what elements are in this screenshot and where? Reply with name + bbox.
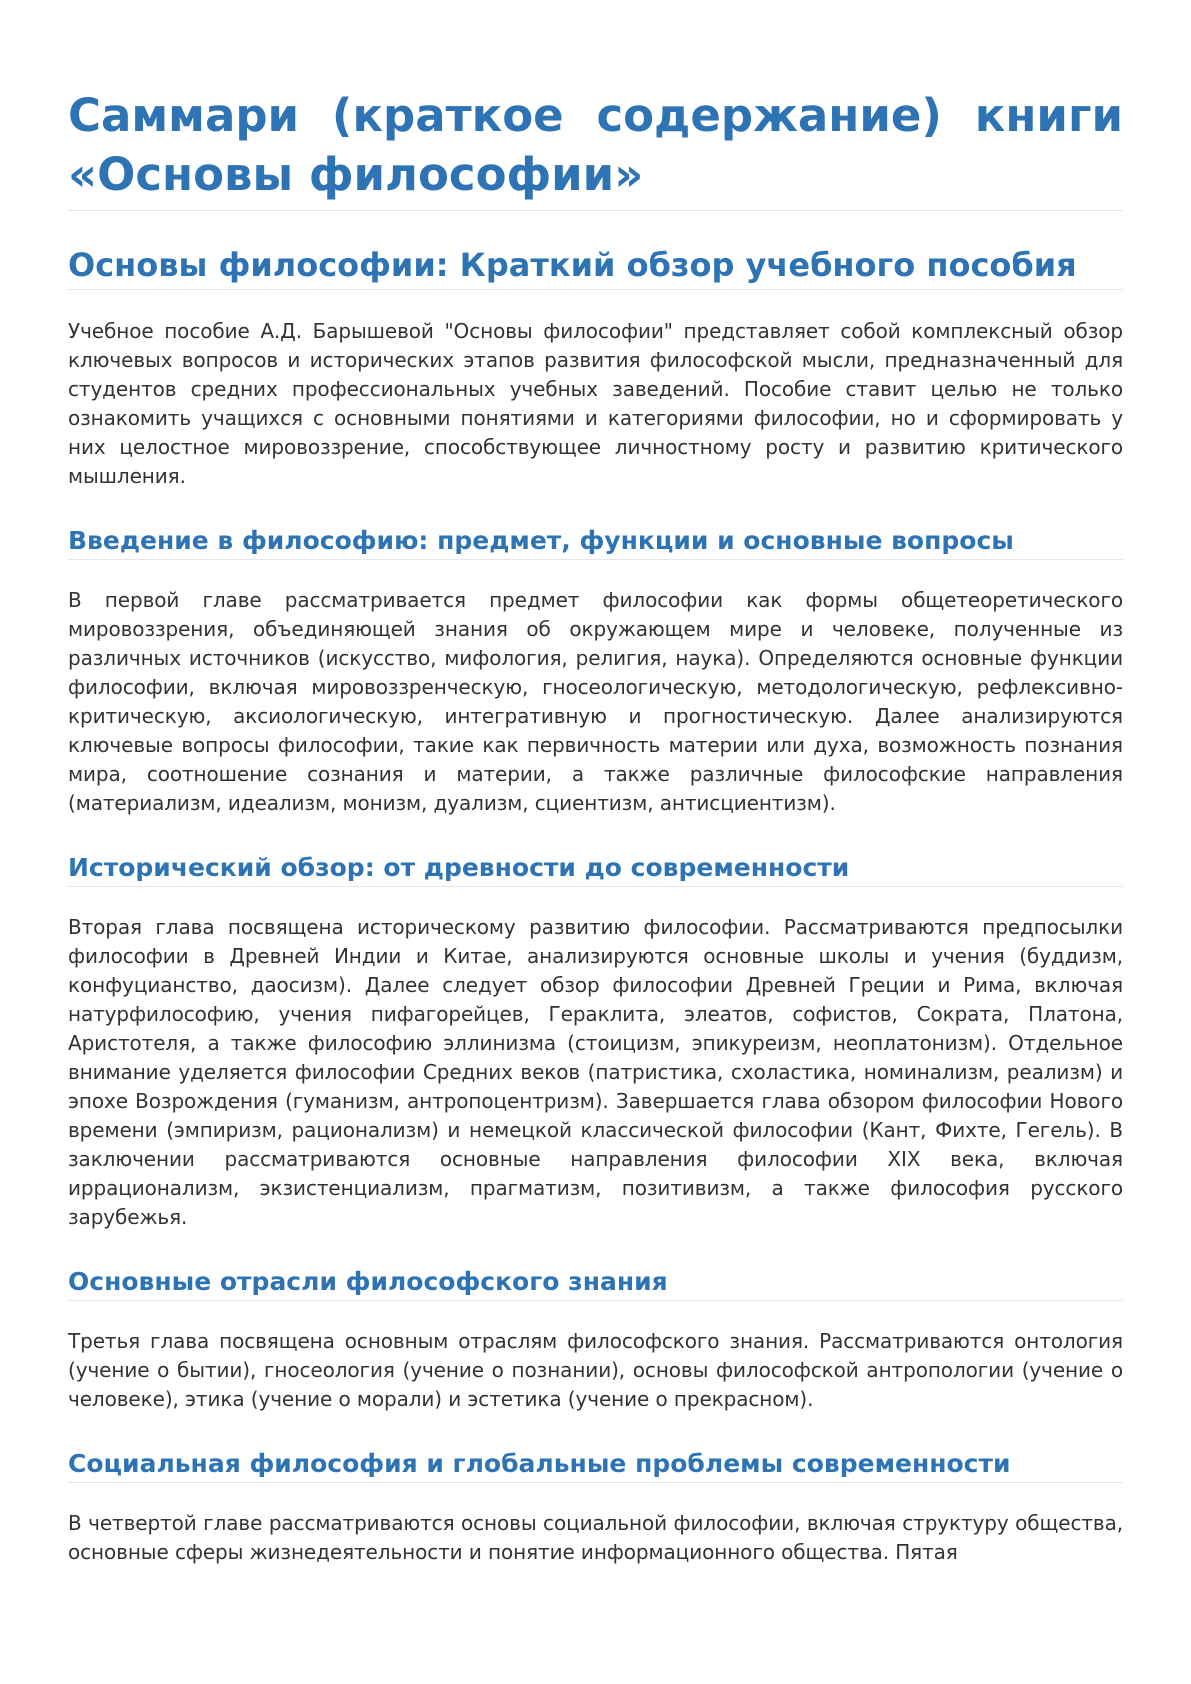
section-text-social: В четвертой главе рассматриваются основы социальной философии, включая структуру общества, основные сферы жизнедеятельности и понятие информационного общества. Пятая [68, 1511, 1123, 1564]
intro-paragraph: Учебное пособие А.Д. Барышевой "Основы философии" представляет собой комплексный обзор ключевых вопросов и исторических этапов развития философской мысли, предназначенный для студентов средних профессиональных учебных заведений. Пособие ставит целью не только ознакомить учащихся с основными понятиями и категориями философии, но и сформировать у них целостное мировоззрение, способствующее личностному росту и развитию критического мышления. [68, 319, 1123, 488]
section-text-history: Вторая глава посвящена историческому развитию философии. Рассматриваются предпосылки философии в Древней Индии и Китае, анализируются основные школы и учения (буддизм, конфуцианство, даосизм). Далее следует обзор философии Древней Греции и Рима, включая натурфилософию, учения пифагорейцев, Гераклита, элеатов, софистов, Сократа, Платона, Аристотеля, а также философию эллинизма (стоицизм, эпикуреизм, неоплатонизм). Отдельное внимание уделяется философии Средних веков (патристика, схоластика, номинализм, реализм) и эпохе Возрождения (гуманизм, антропоцентризм). Завершается глава обзором философии Нового времени (эмпиризм, рационализм) и немецкой классической философии (Кант, Фихте, Гегель). В заключении рассматриваются основные направления философии XIX века, включая иррационализм, экзистенциализм, прагматизм, позитивизм, а также философия русского зарубежья. [68, 915, 1123, 1229]
section-heading-branches: Основные отрасли философского знания [68, 1266, 1123, 1301]
section-text-introduction: В первой главе рассматривается предмет философии как формы общетеоретического мировоззрения, объединяющей знания об окружающем мире и человеке, полученные из различных источников (искусство, мифология, религия, наука). Определяются основные функции философии, включая мировоззренческую, гносеологическую, методологическую, рефлексивно-критическую, аксиологическую, интегративную и прогностическую. Далее анализируются ключевые вопросы философии, такие как первичность материи или духа, возможность познания мира, соотношение сознания и материи, а также различные философские направления (материализм, идеализм, монизм, дуализм, сциентизм, антисциентизм). [68, 588, 1123, 815]
section-text-branches: Третья глава посвящена основным отраслям философского знания. Рассматриваются онтология (учение о бытии), гносеология (учение о познании), основы философской антропологии (учение о человеке), этика (учение о морали) и эстетика (учение о прекрасном). [68, 1329, 1123, 1411]
document-subtitle: Основы философии: Краткий обзор учебного пособия [68, 245, 1123, 290]
section-heading-social: Социальная философия и глобальные проблемы современности [68, 1448, 1123, 1483]
document-page [68, 86, 1123, 1567]
document-title: Саммари (краткое содержание) книги «Основы философии» [68, 86, 1123, 211]
section-heading-introduction: Введение в философию: предмет, функции и основные вопросы [68, 525, 1123, 560]
section-heading-history: Исторический обзор: от древности до современности [68, 852, 1123, 887]
